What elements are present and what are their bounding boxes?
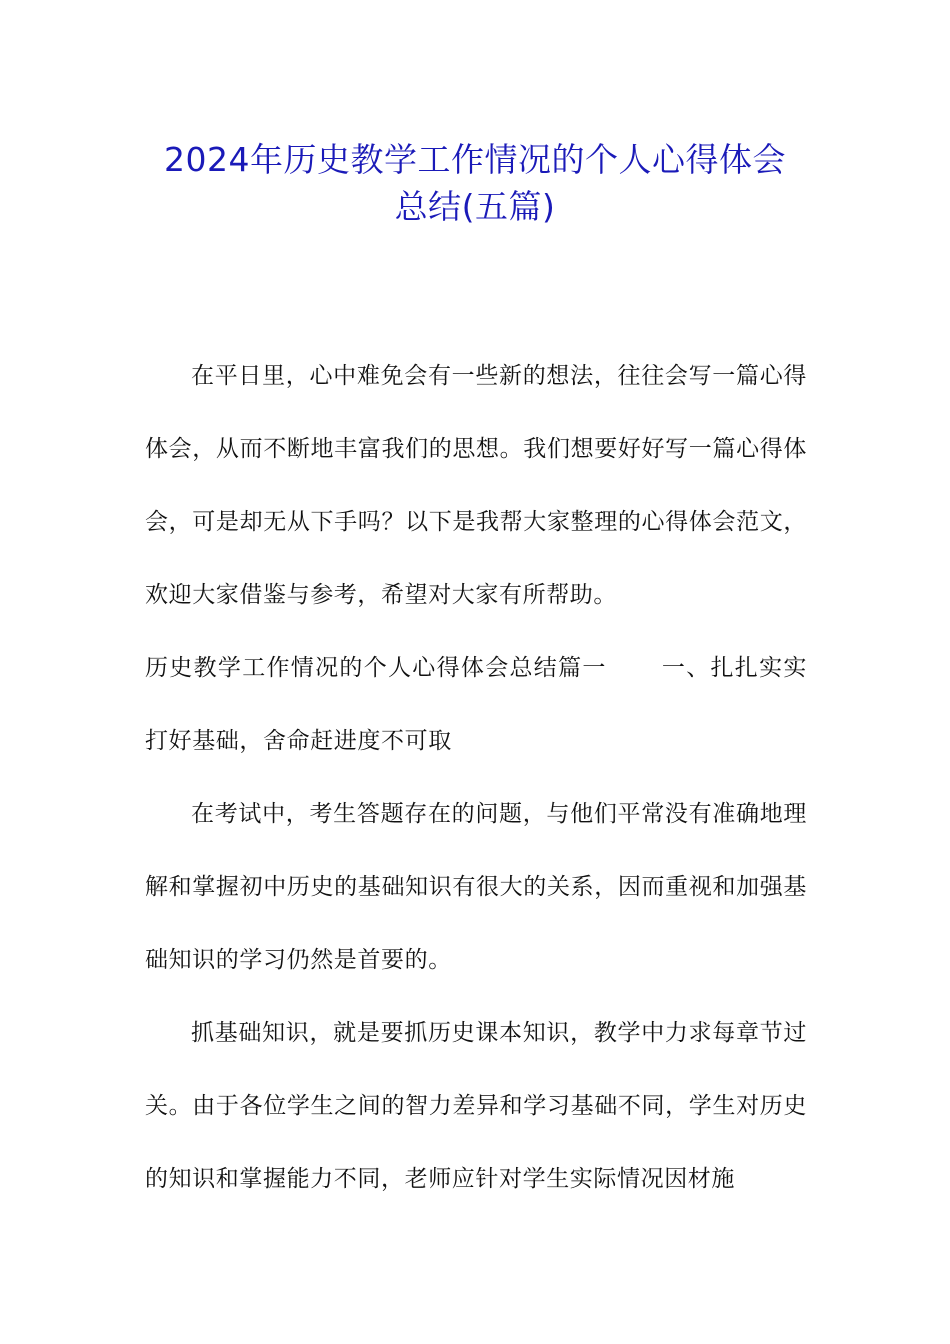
section-subheading: 一、扎扎实实打好基础，舍命赶进度不可取 — [145, 655, 807, 754]
body-paragraph: 在考试中，考生答题存在的问题，与他们平常没有准确地理解和掌握初中历史的基础知识有很大的关系，因而重视和加强基础知识的学习仍然是首要的。 — [145, 801, 807, 973]
section-heading — [145, 632, 807, 778]
document-body — [145, 340, 807, 1216]
document-title-line-1: 2024年历史教学工作情况的个人心得体会 — [164, 140, 786, 179]
body-paragraph: 抓基础知识，就是要抓历史课本知识，教学中力求每章节过关。由于各位学生之间的智力差异和学习基础不同，学生对历史的知识和掌握能力不同，老师应针对学生实际情况因材施 — [145, 1020, 807, 1192]
document-title-line-2: 总结(五篇) — [394, 187, 556, 226]
intro-paragraph: 在平日里，心中难免会有一些新的想法，往往会写一篇心得体会，从而不断地丰富我们的思想。我们想要好好写一篇心得体会，可是却无从下手吗？以下是我帮大家整理的心得体会范文，欢迎大家借鉴与参考，希望对大家有所帮助。 — [145, 363, 807, 608]
section-heading-title: 历史教学工作情况的个人心得体会总结篇一 — [145, 655, 607, 681]
